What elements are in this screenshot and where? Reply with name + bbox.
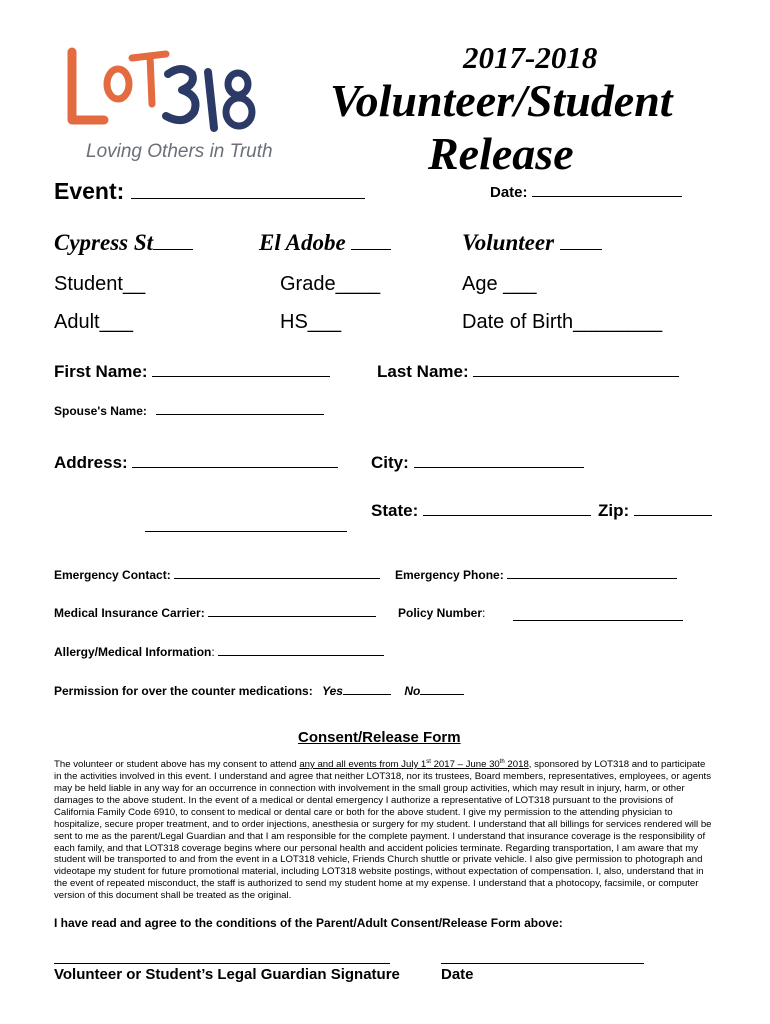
insurance-input-line[interactable]	[208, 616, 376, 617]
title-line2: Release	[428, 128, 574, 179]
address-field	[54, 453, 338, 473]
first-name-label: First Name:	[54, 362, 148, 381]
logo-tagline: Loving Others in Truth	[86, 141, 273, 162]
city-input-line[interactable]	[414, 467, 584, 468]
last-name-field	[377, 362, 679, 382]
logo-number-318	[166, 69, 252, 128]
agree-statement: I have read and agree to the conditions of the Parent/Adult Consent/Release Form above:	[54, 916, 563, 930]
emergency-phone-input-line[interactable]	[507, 578, 677, 579]
address-label: Address:	[54, 453, 128, 472]
city-label: City:	[371, 453, 409, 472]
consent-text-mid1: 2017 – June 30	[430, 759, 500, 771]
option-volunteer-line[interactable]	[560, 249, 602, 250]
policy-number-field	[398, 606, 485, 620]
spouse-name-label: Spouse's Name:	[54, 404, 147, 418]
consent-text-start: The volunteer or student above has my consent to attend	[54, 759, 300, 771]
address-line2-field	[145, 519, 347, 537]
logo-letter-l	[72, 52, 104, 120]
emergency-phone-field	[395, 568, 677, 582]
option-volunteer[interactable]	[462, 230, 602, 256]
consent-paragraph	[54, 757, 714, 902]
allergy-colon: :	[211, 645, 215, 659]
lot318-logo	[58, 40, 278, 175]
option-grade[interactable]: Grade____	[280, 273, 381, 295]
spouse-name-input-line[interactable]	[156, 414, 324, 415]
state-field	[371, 501, 591, 521]
emergency-contact-field	[54, 568, 380, 582]
consent-text-rest: , sponsored by LOT318 and to participate in the activities involved in this event. I understand and agree that neither LOT318, nor its trustees, Board members, representatives, employees, or agents may be held liable in any way for an occurrence in connection with involvement in the small group activities, which may result in injury, harm, or other damages to the above student. In the event of a medical or dental emergency I authorize a representative of LOT318 pursuant to the provisions of California Family Code 6910, to consent to medical or dental care or both for the above student. I give my permission to the attending physician to hospitalize, secure proper treatment, and to order injections, anesthesia or surgery for my student. I understand that all billings for services rendered will be sent to me as the parent/Legal Guardian and that I am responsible for the complete payment. I understand that insurance coverage is the responsibility of each family, and that LOT318 coverage begins where our personal health and accident policies terminate. Regarding transportation, I am aware that my student will be transported to and from the event in a LOT318 vehicle, Friends Church shuttle or private vehicle. I also give permission to photograph and videotape my student for future promotional material, including LOT318 website postings, without expectation of compensation. I, also, understand that in the event of repeated misconduct, the staff is authorized to send my student home at my expense. I understand that a photocopy, facsimile, or computer version of this document shall be treated as the original.	[54, 759, 712, 902]
option-cypress-line[interactable]	[153, 249, 193, 250]
option-adult[interactable]: Adult___	[54, 311, 133, 333]
option-date-of-birth[interactable]: Date of Birth________	[462, 311, 663, 333]
option-cypress-st[interactable]	[54, 230, 193, 256]
signature-label: Volunteer or Student’s Legal Guardian Signature	[54, 966, 400, 983]
option-el-adobe[interactable]	[259, 230, 391, 256]
permission-no-label: No	[404, 684, 421, 698]
event-label: Event:	[54, 178, 125, 204]
option-student[interactable]: Student__	[54, 273, 146, 295]
consent-sup1: st	[426, 759, 431, 765]
spouse-name-field	[54, 404, 324, 418]
allergy-input-line[interactable]	[218, 655, 384, 656]
event-field	[54, 178, 365, 205]
policy-number-input-line[interactable]	[513, 606, 683, 621]
emergency-phone-label: Emergency Phone:	[395, 568, 504, 582]
option-hs[interactable]: HS___	[280, 311, 342, 333]
option-el-adobe-label: El Adobe	[259, 230, 346, 255]
first-name-input-line[interactable]	[152, 376, 330, 377]
emergency-contact-label: Emergency Contact:	[54, 568, 171, 582]
event-input-line[interactable]	[131, 198, 365, 199]
signature-date-line[interactable]	[441, 963, 644, 964]
date-input-line[interactable]	[532, 196, 682, 197]
consent-heading: Consent/Release Form	[298, 729, 461, 746]
permission-field	[54, 684, 464, 698]
logo-brand-text: LOT318	[58, 40, 62, 41]
address-line2-input-line[interactable]	[145, 531, 347, 532]
logo-letter-o	[107, 69, 129, 99]
option-volunteer-label: Volunteer	[462, 230, 555, 255]
insurance-label: Medical Insurance Carrier:	[54, 606, 205, 620]
zip-label: Zip:	[598, 501, 630, 520]
permission-label: Permission for over the counter medications:	[54, 684, 313, 698]
consent-sup2: th	[499, 759, 505, 765]
policy-number-label: Policy Number	[398, 606, 483, 620]
last-name-label: Last Name:	[377, 362, 469, 381]
last-name-input-line[interactable]	[473, 376, 679, 377]
first-name-field	[54, 362, 330, 382]
title-line1: Volunteer/Student	[330, 75, 673, 126]
permission-no-line[interactable]	[420, 694, 464, 695]
logo-letter-t	[132, 54, 166, 104]
signature-date-label: Date	[441, 966, 474, 983]
zip-input-line[interactable]	[634, 515, 712, 516]
state-label: State:	[371, 501, 419, 520]
date-field	[490, 184, 682, 201]
allergy-field	[54, 645, 384, 659]
zip-field	[598, 501, 712, 521]
option-cypress-label: Cypress St	[54, 230, 154, 255]
year-heading: 2017-2018	[463, 40, 598, 75]
state-input-line[interactable]	[423, 515, 591, 516]
allergy-label: Allergy/Medical Information	[54, 645, 212, 659]
option-age[interactable]: Age ___	[462, 273, 537, 295]
signature-line[interactable]	[54, 963, 390, 964]
consent-text-underlined: any and all events from July 1	[299, 759, 427, 771]
address-input-line[interactable]	[132, 467, 338, 468]
option-el-adobe-line[interactable]	[351, 249, 391, 250]
consent-text-mid2: 2018	[504, 759, 529, 771]
permission-yes-line[interactable]	[343, 694, 391, 695]
policy-number-colon: :	[482, 606, 486, 620]
permission-yes-label: Yes	[322, 684, 343, 698]
city-field	[371, 453, 584, 473]
policy-number-input	[513, 606, 683, 621]
date-label: Date:	[490, 184, 528, 201]
emergency-contact-input-line[interactable]	[174, 578, 380, 579]
insurance-field	[54, 606, 376, 620]
